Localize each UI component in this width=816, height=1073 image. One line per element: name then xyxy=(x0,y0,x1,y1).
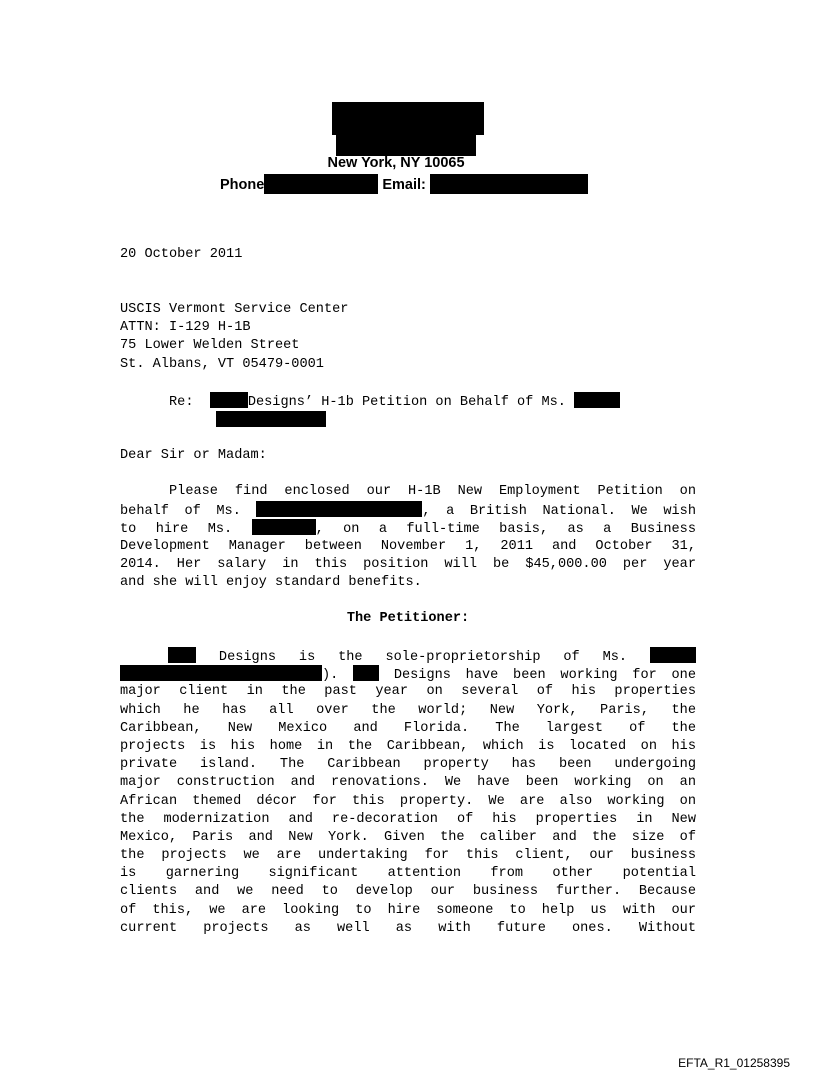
document-id-footer: EFTA_R1_01258395 xyxy=(678,1056,790,1070)
paragraph-line: the modernization and re-decoration of his properties in New xyxy=(120,811,696,827)
email-redaction xyxy=(430,174,588,194)
paragraph-line: the projects we are undertaking for this client, our business xyxy=(120,848,696,864)
letterhead-redaction-middle xyxy=(336,134,476,156)
letter-date: 20 October 2011 xyxy=(120,247,243,262)
name-redaction xyxy=(650,647,696,663)
paragraph-line: is garnering significant attention from other potential xyxy=(120,866,696,882)
email-label: Email: xyxy=(382,177,426,193)
name-redaction xyxy=(256,501,422,517)
paragraph-line: African themed décor for this property. We are also working on xyxy=(120,793,696,809)
paragraph-line: major client in the past year on several of his properties xyxy=(120,684,696,700)
paragraph-line: ). Designs have been working for one xyxy=(120,665,696,683)
company-redaction xyxy=(210,392,248,408)
paragraph-line: which he has all over the world; New York, Paris, the xyxy=(120,702,696,718)
paragraph-line: private island. The Caribbean property has been undergoing xyxy=(120,757,696,773)
recipient-line: 75 Lower Welden Street xyxy=(120,338,300,354)
company-redaction xyxy=(353,665,379,681)
paragraph-line: 2014. Her salary in this position will be $45,000.00 per year xyxy=(120,556,696,572)
name-redaction xyxy=(252,519,316,535)
paragraph-line: major construction and renovations. We have been working on an xyxy=(120,775,696,791)
recipient-address xyxy=(120,301,348,374)
phone-label: Phone xyxy=(220,177,265,193)
letterhead-contact-line xyxy=(220,174,588,194)
letterhead-redaction-top xyxy=(332,102,484,135)
phone-redaction xyxy=(264,174,378,194)
re-subject: Designs’ H-1b Petition on Behalf of Ms. xyxy=(247,395,566,410)
paragraph-line: of this, we are looking to hire someone to help us with our xyxy=(120,902,696,918)
recipient-line: ATTN: I-129 H-1B xyxy=(120,320,251,336)
paragraph-line: and she will enjoy standard benefits. xyxy=(120,574,422,590)
paragraph-line: Caribbean, New Mexico and Florida. The largest of the xyxy=(120,720,696,736)
re-line xyxy=(169,392,620,412)
name-redaction xyxy=(574,392,620,408)
section-heading: The Petitioner: xyxy=(346,611,470,626)
paragraph-line: to hire Ms. , on a full-time basis, as a Business xyxy=(120,519,696,537)
recipient-line: USCIS Vermont Service Center xyxy=(120,302,349,317)
paragraph-line: behalf of Ms. , a British National. We wish xyxy=(120,501,696,519)
paragraph-line: Please find enclosed our H-1B New Employment Petition on xyxy=(169,484,696,499)
name-redaction xyxy=(120,665,322,681)
paragraph-line: projects is his home in the Caribbean, which is located on his xyxy=(120,738,696,754)
recipient-line: St. Albans, VT 05479-0001 xyxy=(120,356,324,372)
re-label: Re: xyxy=(169,395,194,410)
paragraph-line: clients and we need to develop our business further. Because xyxy=(120,884,696,900)
name-redaction xyxy=(216,411,326,427)
intro-paragraph xyxy=(120,483,696,592)
re-line-continued xyxy=(216,411,326,431)
company-redaction xyxy=(168,647,196,663)
letterhead-city-line: New York, NY 10065 xyxy=(327,155,465,171)
salutation: Dear Sir or Madam: xyxy=(120,448,267,463)
paragraph-line: Development Manager between November 1, 2011 and October 31, xyxy=(120,538,696,554)
paragraph-line: Mexico, Paris and New York. Given the caliber and the size of xyxy=(120,829,696,845)
petitioner-paragraph xyxy=(120,647,696,938)
paragraph-line: Designs is the sole-proprietorship of Ms. xyxy=(120,647,696,665)
paragraph-line: current projects as well as with future ones. Without xyxy=(120,920,696,936)
